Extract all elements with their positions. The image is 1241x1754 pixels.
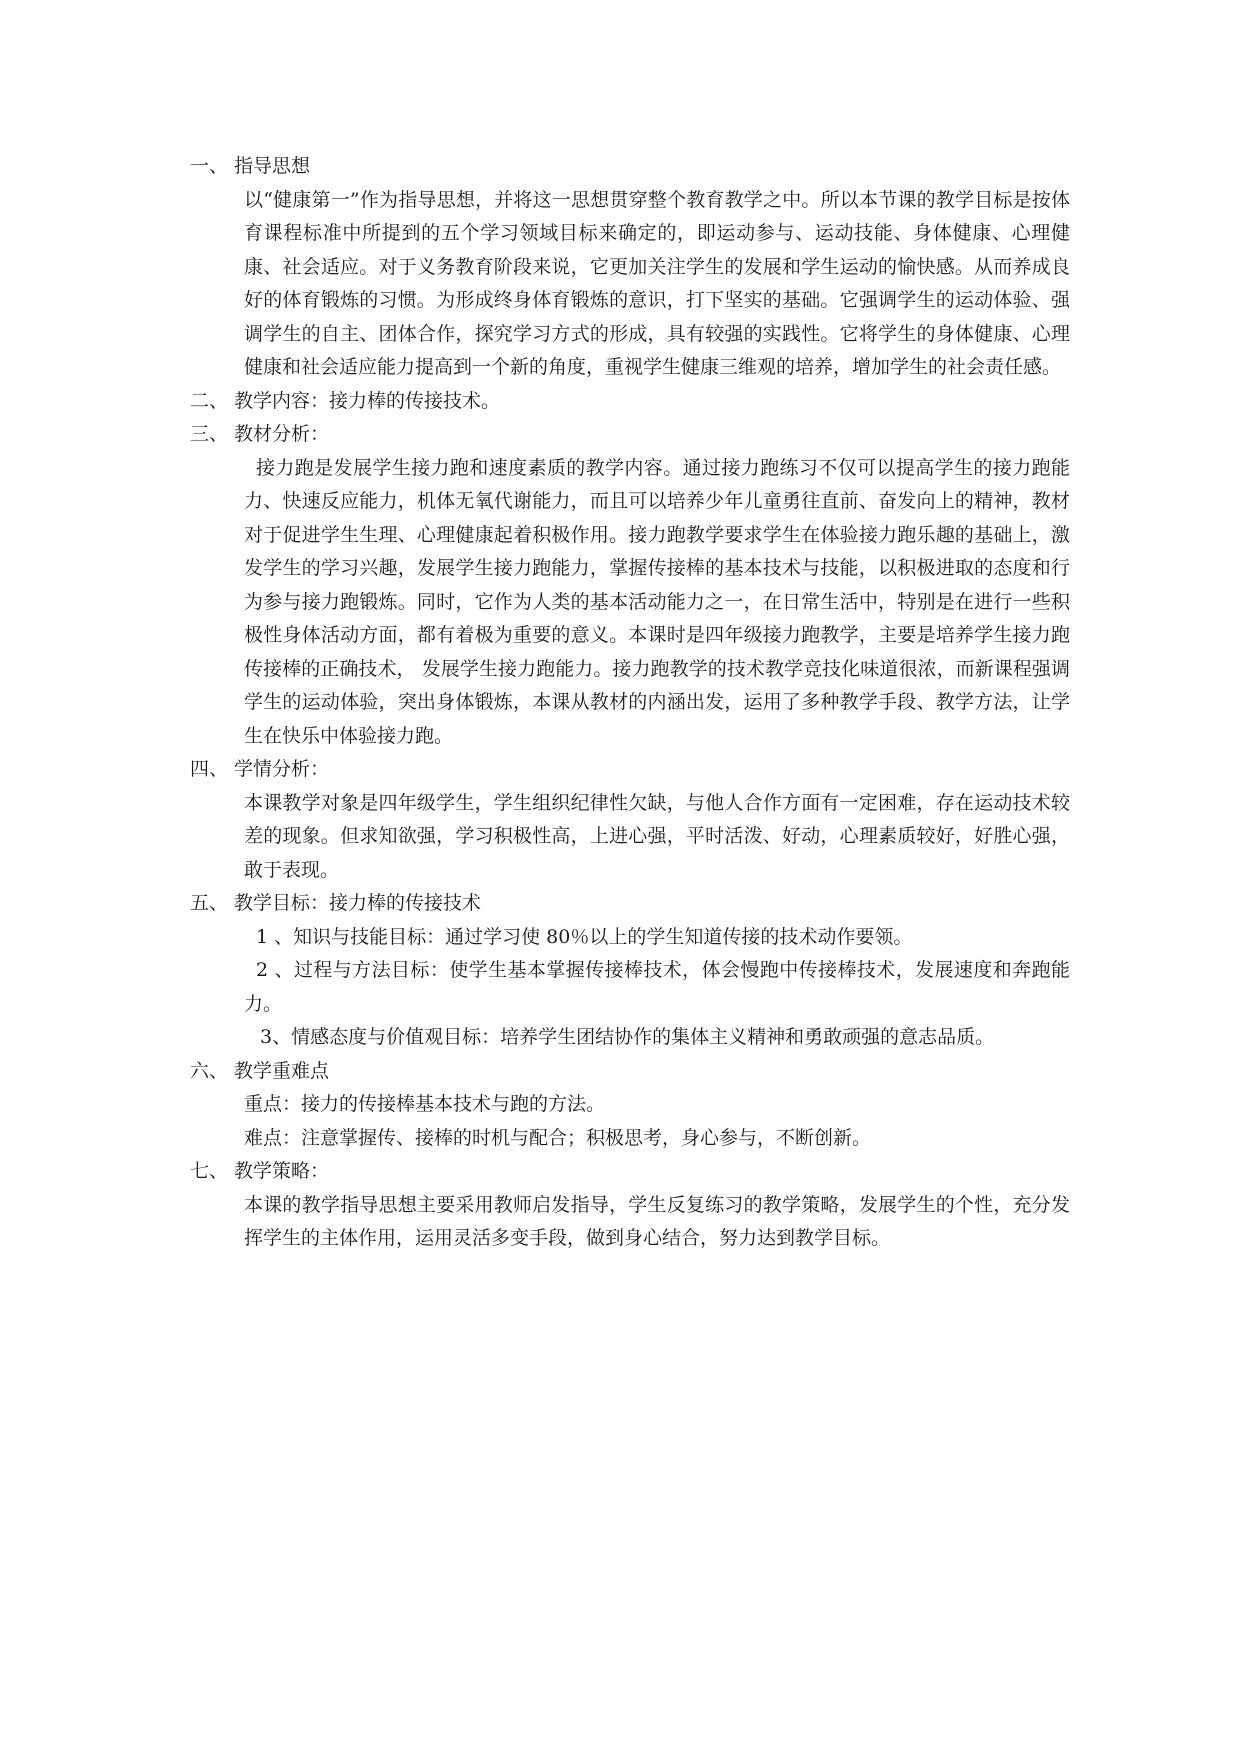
goal-item-process-method: 2 、过程与方法目标：使学生基本掌握传接棒技术，体会慢跑中传接棒技术，发展速度和奔跑能力。 [244, 959, 1070, 1015]
section-title: 教材分析： [234, 423, 330, 445]
section-title: 教学重难点 [234, 1059, 330, 1082]
goal-item-emotion-values: 3、情感态度与价值观目标：培养学生团结协作的集体主义精神和勇敢顽强的意志品质。 [260, 1026, 995, 1048]
section-heading-student-analysis [190, 753, 1070, 787]
difficult-point-line: 难点：注意掌握传、接棒的时机与配合；积极思考，身心参与，不断创新。 [244, 1126, 872, 1149]
section-title: 学情分析： [234, 758, 330, 780]
section-number: 六、 [190, 1059, 229, 1082]
section-number: 五、 [190, 892, 229, 914]
section-number: 一、 [190, 155, 229, 177]
section-title: 指导思想 [234, 155, 311, 177]
section-body-material-analysis: 接力跑是发展学生接力跑和速度素质的教学内容。通过接力跑练习不仅可以提高学生的接力跑能力、快速反应能力，机体无氧代谢能力，而且可以培养少年儿童勇往直前、奋发向上的精神，教材对于促进学生生理、心理健康起着积极作用。接力跑教学要求学生在体验接力跑乐趣的基础上，激发学生的学习兴趣，发展学生接力跑能力，掌握传接棒的基本技术与技能，以积极进取的态度和行为参与接力跑锻炼。同时，它作为人类的基本活动能力之一，在日常生活中，特别是在进行一些积极性身体活动方面，都有着极为重要的意义。本课时是四年级接力跑教学，主要是培养学生接力跑传接棒的正确技术， 发展学生接力跑能力。接力跑教学的技术教学竞技化味道很浓，而新课程强调学生的运动体验，突出身体锻炼，本课从教材的内涵出发，运用了多种教学手段、教学方法，让学生在快乐中体验接力跑。 [244, 456, 1070, 747]
section-title: 教学策略： [234, 1160, 330, 1182]
section-heading-teaching-strategy [190, 1155, 1070, 1189]
section-body-teaching-strategy: 本课的教学指导思想主要采用教师启发指导，学生反复练习的教学策略，发展学生的个性，充分发挥学生的主体作用，运用灵活多变手段，做到身心结合，努力达到教学目标。 [244, 1193, 1070, 1249]
section-heading-material-analysis [190, 418, 1070, 452]
section-body-guiding-thought: 以“健康第一”作为指导思想，并将这一思想贯穿整个教育教学之中。所以本节课的教学目标是按体育课程标准中所提到的五个学习领域目标来确定的，即运动参与、运动技能、身体健康、心理健康、社会适应。对于义务教育阶段来说，它更加关注学生的发展和学生运动的愉快感。从而养成良好的体育锻炼的习惯。为形成终身体育锻炼的意识，打下坚实的基础。它强调学生的运动体验、强调学生的自主、团体合作，探究学习方式的形成，具有较强的实践性。它将学生的身体健康、心理健康和社会适应能力提高到一个新的角度，重视学生健康三维观的培养，增加学生的社会责任感。 [244, 188, 1070, 378]
section-heading-guiding-thought [190, 150, 1070, 184]
section-number: 四、 [190, 758, 229, 780]
section-number: 七、 [190, 1160, 229, 1182]
section-number: 二、 [190, 389, 229, 412]
section-heading-key-points [190, 1055, 1070, 1089]
section-number: 三、 [190, 423, 229, 445]
key-point-line: 重点：接力的传接棒基本技术与跑的方法。 [244, 1093, 606, 1115]
section-title: 教学内容：接力棒的传接技术。 [234, 389, 501, 412]
section-heading-teaching-content [190, 385, 1070, 419]
goal-item-knowledge-skills: 1 、知识与技能目标：通过学习使 80％以上的学生知道传接的技术动作要领。 [256, 925, 913, 948]
section-title: 教学目标：接力棒的传接技术 [234, 892, 482, 914]
document-content [190, 150, 1070, 1256]
section-heading-teaching-goals [190, 887, 1070, 921]
section-body-student-analysis: 本课教学对象是四年级学生，学生组织纪律性欠缺，与他人合作方面有一定困难，存在运动技术较差的现象。但求知欲强，学习积极性高，上进心强，平时活泼、好动，心理素质较好，好胜心强，敢于表现。 [244, 791, 1070, 881]
